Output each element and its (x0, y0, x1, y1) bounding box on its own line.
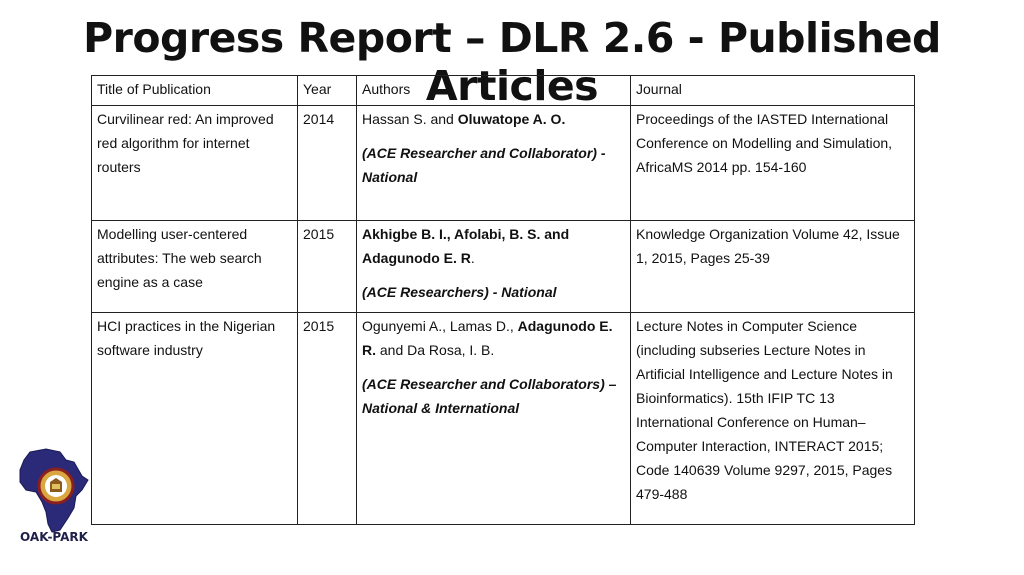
table-row (92, 106, 915, 221)
column-header-year: Year (298, 76, 357, 106)
africa-map-logo-icon (16, 446, 90, 536)
publication-authors (357, 313, 631, 525)
authors-plain: Ogunyemi A., Lamas D., (362, 318, 518, 334)
table-header-row (92, 76, 915, 106)
publication-authors (357, 106, 631, 221)
publications-table (91, 75, 915, 525)
column-header-title: Title of Publication (92, 76, 298, 106)
page-title: Progress Report – DLR 2.6 - Published Articles (83, 14, 941, 110)
publication-journal: Lecture Notes in Computer Science (including subseries Lecture Notes in Artificial Intelligence and Lecture Notes in Bioinformatics). 15th IFIP TC 13 International Conference on Human–Computer Interaction, INTERACT 2015; Code 140639 Volume 9297, 2015, Pages 479-488 (631, 313, 915, 525)
publication-title: HCI practices in the Nigerian software industry (92, 313, 298, 525)
table-row (92, 221, 915, 313)
publication-year: 2015 (298, 313, 357, 525)
publication-year: 2015 (298, 221, 357, 313)
author-affiliation-note: (ACE Researcher and Collaborators) – National & International (362, 376, 617, 416)
column-header-authors: Authors (357, 76, 631, 106)
authors-bold: Adagunodo E. R. (362, 318, 613, 358)
logo-text: OAK-PARK (20, 530, 88, 544)
publication-title: Curvilinear red: An improved red algorithm for internet routers (92, 106, 298, 221)
publication-title: Modelling user-centered attributes: The web search engine as a case (92, 221, 298, 313)
publication-journal: Proceedings of the IASTED International Conference on Modelling and Simulation, AfricaMS 2014 pp. 154-160 (631, 106, 915, 221)
authors-plain: Hassan S. and (362, 111, 458, 127)
author-affiliation-note: (ACE Researchers) - National (362, 284, 557, 300)
authors-tail: and Da Rosa, I. B. (376, 342, 495, 358)
column-header-journal: Journal (631, 76, 915, 106)
publication-authors (357, 221, 631, 313)
author-affiliation-note: (ACE Researcher and Collaborator) - National (362, 145, 606, 185)
authors-bold: Akhigbe B. I., Afolabi, B. S. and Adagunodo E. R (362, 226, 570, 266)
publication-year: 2014 (298, 106, 357, 221)
table-row (92, 313, 915, 525)
publication-journal: Knowledge Organization Volume 42, Issue 1, 2015, Pages 25-39 (631, 221, 915, 313)
authors-tail: . (470, 250, 475, 266)
authors-bold: Oluwatope A. O. (457, 111, 566, 127)
